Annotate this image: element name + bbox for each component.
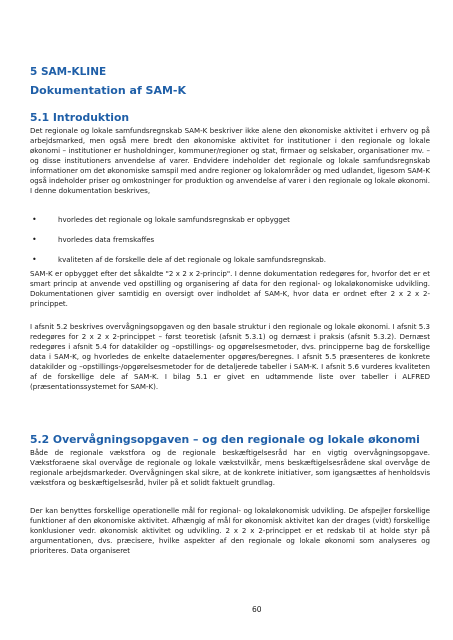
bullet-dot-icon: • [32,255,37,264]
chapter-title: Dokumentation af SAM-K [30,84,187,97]
intro-paragraph-3: I afsnit 5.2 beskrives overvågningsopgaven og den basale struktur i den regionale og lokale økonomi. I afsnit 5.3 redegøres for 2 x 2 x 2-princippet – først teoretisk (afsnit 5.3.1) og dernæst i praksis (afsnit 5.3.2). Dernæst redegøres i afsnit 5.4 for datakilder og –opstillings- og opgørelsesmetoder, dvs. principperne bag de forskellige data i SAM-K, og hvorledes de enkelte dataelementer opgøres/beregnes. I afsnit 5.5 præsenteres de konkrete datakilder og –opstillings-/opgørelsesmetoder for de detaljerede tabeller i SAM-K. I afsnit 5.6 vurderes kvaliteten af de forskellige dele af SAM-K. I bilag 5.1 er givet en udtømmende liste over tabeller i ALFRED (præsentationssystemet for SAM-K). [30,322,430,391]
intro-paragraph-2: SAM-K er opbygget efter det såkaldte "2 x 2 x 2-princip". I denne dokumentation redegøres for, hvorfor det er et smart princip at anvende ved opstilling og organisering af data for den regional- og lokaløkonomiske udvikling. Dokumentationen giver samtidig en oversigt over indholdet af SAM-K, hvor data er ordnet efter 2 x 2 x 2-princippet. [30,269,430,308]
bullet-text: hvorledes det regionale og lokale samfundsregnskab er opbygget [58,215,290,224]
section-heading-introduktion: 5.1 Introduktion [30,111,130,124]
page-number: 60 [252,605,262,614]
chapter-number: 5 SAM-KLINE [30,66,107,78]
bullet-text: kvaliteten af de forskelle dele af det regionale og lokale samfundsregnskab. [58,255,327,264]
monitoring-paragraph-2: Der kan benyttes forskellige operationelle mål for regional- og lokaløkonomisk udvikling. De afspejler forskellige funktioner af den økonomiske aktivitet. Afhængig af mål for økonomisk aktivitet kan der drages (vidt) forskellige konklusioner vedr. økonomisk aktivitet og udvikling. 2 x 2 x 2-princippet er et redskab til at holde styr på argumentationen, dvs. præcisere, hvilke aspekter af den regionale og lokale økonomi som analyseres og prioriteres. Data organiseret [30,506,430,555]
intro-paragraph-1: Det regionale og lokale samfundsregnskab SAM-K beskriver ikke alene den økonomiske aktivitet i erhverv og på arbejdsmarked, men også mere bredt den økonomiske aktivitet for institutioner i den regionale og lokale økonomi – institutioner er husholdninger, kommuner/regioner og stat, firmaer og selskaber, organisationer mv. – og disse institutioners anvendelse af varer. Endvidere indeholder det regionale og lokale samfundsregnskab informationer om det økonomiske samspil med andre regioner og lokalområder og med udlandet, ligesom SAM-K også indeholder priser og omkostninger for produktion og anvendelse af varer i den regionale og lokale økonomi. I denne dokumentation beskrives, [30,126,431,195]
monitoring-paragraph-1: Både de regionale vækstfora og de regionale beskæftigelsesråd har en vigtig overvågningsopgave. Vækstforaene skal overvåge de regionale og lokale vækstvilkår, mens beskæftigelsesrådene skal overvåge de regionale arbejdsmarkeder. Overvågningen skal sikre, at de konkrete initiativer, som igangsættes af henholdsvis vækstfora og beskæftigelsesråd, hviler på et solidt faktuelt grundlag. [30,448,430,487]
section-heading-overvaagning: 5.2 Overvågningsopgaven – og den regionale og lokale økonomi [30,433,420,446]
bullet-text: hvorledes data fremskaffes [58,235,155,244]
bullet-dot-icon: • [32,215,37,224]
bullet-dot-icon: • [32,235,37,244]
